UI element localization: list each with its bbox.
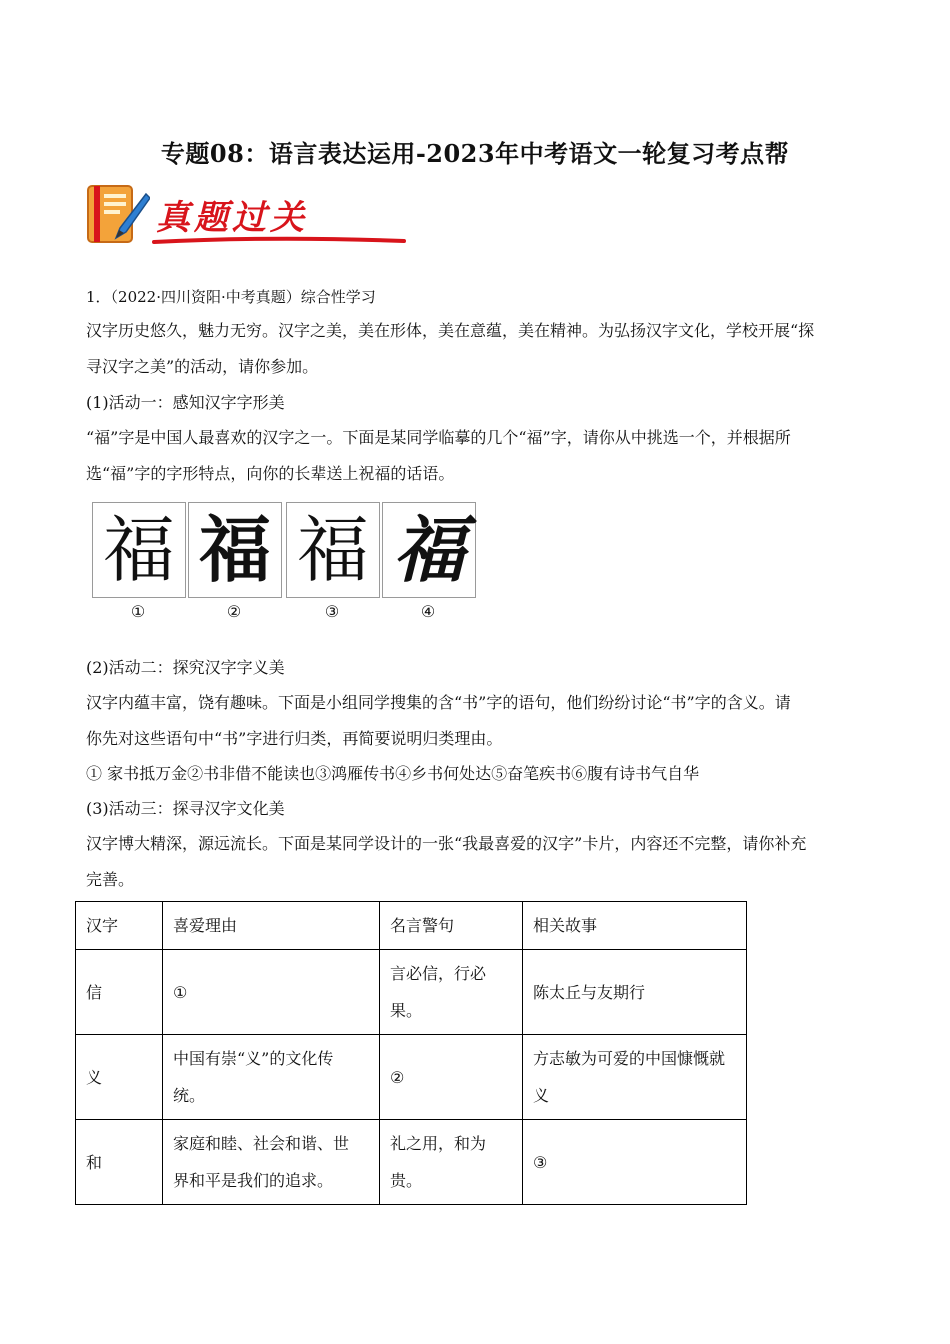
- intro-text-line: 寻汉字之美”的活动，请你参加。: [86, 357, 319, 376]
- table-row: [76, 1035, 747, 1120]
- fu-label: ③: [324, 602, 340, 621]
- section-banner: [86, 184, 326, 248]
- activity2-items: ① 家书抵万金②书非借不能读也③鸿雁传书④乡书何处达⑤奋笔疾书⑥腹有诗书气自华: [86, 764, 700, 783]
- table-cell-story: [523, 1035, 747, 1120]
- fu-sample-box: [286, 502, 380, 598]
- activity2-text-line: 汉字内蕴丰富，饶有趣味。下面是小组同学搜集的含“书”字的语句，他们纷纷讨论“书”字的含义。请: [86, 693, 791, 712]
- cell-line: 方志敏为可爱的中国慷慨就: [533, 1049, 726, 1068]
- cell-line: ③: [533, 1152, 548, 1172]
- table-header-row: [76, 902, 747, 950]
- cell-line: ②: [390, 1067, 405, 1087]
- fu-sample-box: [382, 502, 476, 598]
- table-header-cell: 相关故事: [523, 902, 747, 950]
- fu-sample-box: [188, 502, 282, 598]
- cell-line: 界和平是我们的追求。: [173, 1171, 334, 1190]
- activity2-text-line: 你先对这些语句中“书”字进行归类，再简要说明归类理由。: [86, 729, 503, 748]
- cell-line: 贵。: [390, 1171, 423, 1190]
- table-cell-reason: [163, 1035, 380, 1120]
- table-header-cell: 喜爱理由: [163, 902, 380, 950]
- fu-label: ④: [420, 602, 436, 621]
- activity2-title: (2)活动二：探究汉字字义美: [86, 658, 285, 677]
- activity1-title: (1)活动一：感知汉字字形美: [86, 393, 285, 412]
- cell-line: ①: [173, 982, 188, 1002]
- table-cell-story: [523, 1120, 747, 1205]
- fu-glyph: 福: [102, 508, 175, 592]
- table-cell-reason: [163, 1120, 380, 1205]
- table-row: [76, 1120, 747, 1205]
- activity3-text-line: 汉字博大精深，源远流长。下面是某同学设计的一张“我最喜爱的汉字”卡片，内容还不完整，请你补充: [86, 834, 807, 853]
- question-header: 1．（2022·四川资阳·中考真题）综合性学习: [86, 288, 376, 306]
- fu-label: ①: [130, 602, 146, 621]
- fu-glyph: 福: [392, 507, 465, 592]
- table-cell-quote: [380, 1035, 523, 1120]
- cell-line: 统。: [173, 1086, 206, 1105]
- activity1-text-line: 选“福”字的字形特点，向你的长辈送上祝福的话语。: [86, 464, 455, 483]
- notebook-pencil-icon: [86, 184, 150, 246]
- table-cell-quote: [380, 1120, 523, 1205]
- table-cell-char: 和: [76, 1120, 163, 1205]
- cell-line: 家庭和睦、社会和谐、世: [173, 1134, 350, 1153]
- cell-line: 陈太丘与友期行: [533, 982, 646, 1002]
- table-header-cell: 名言警句: [380, 902, 523, 950]
- cell-line: 礼之用，和为: [390, 1134, 487, 1153]
- intro-text-line: 汉字历史悠久，魅力无穷。汉字之美，美在形体，美在意蕴，美在精神。为弘扬汉字文化，学校开展“探: [86, 321, 815, 340]
- cell-line: 果。: [390, 1001, 423, 1020]
- cell-line: 中国有崇“义”的文化传: [173, 1049, 334, 1068]
- cell-line: 言必信，行必: [390, 964, 487, 983]
- table-cell-quote: [380, 950, 523, 1035]
- activity3-title: (3)活动三：探寻汉字文化美: [86, 799, 285, 818]
- fu-label: ②: [226, 602, 242, 621]
- fu-glyph: 福: [296, 508, 369, 592]
- page-title: 专题08：语言表达运用-2023年中考语文一轮复习考点帮: [160, 139, 790, 168]
- table-cell-reason: [163, 950, 380, 1035]
- table-cell-char: 义: [76, 1035, 163, 1120]
- banner-text: 真题过关: [156, 198, 308, 238]
- fu-sample-box: [92, 502, 186, 598]
- table-cell-char: 信: [76, 950, 163, 1035]
- banner-underline: [152, 236, 408, 246]
- favorite-character-card-table: [75, 901, 747, 1205]
- table-header-cell: 汉字: [76, 902, 163, 950]
- fu-glyph: 福: [198, 508, 271, 592]
- activity1-text-line: “福”字是中国人最喜欢的汉字之一。下面是某同学临摹的几个“福”字，请你从中挑选一个，并根据所: [86, 428, 791, 447]
- table-cell-story: [523, 950, 747, 1035]
- cell-line: 义: [533, 1086, 550, 1105]
- table-row: [76, 950, 747, 1035]
- activity3-text-line: 完善。: [86, 870, 135, 889]
